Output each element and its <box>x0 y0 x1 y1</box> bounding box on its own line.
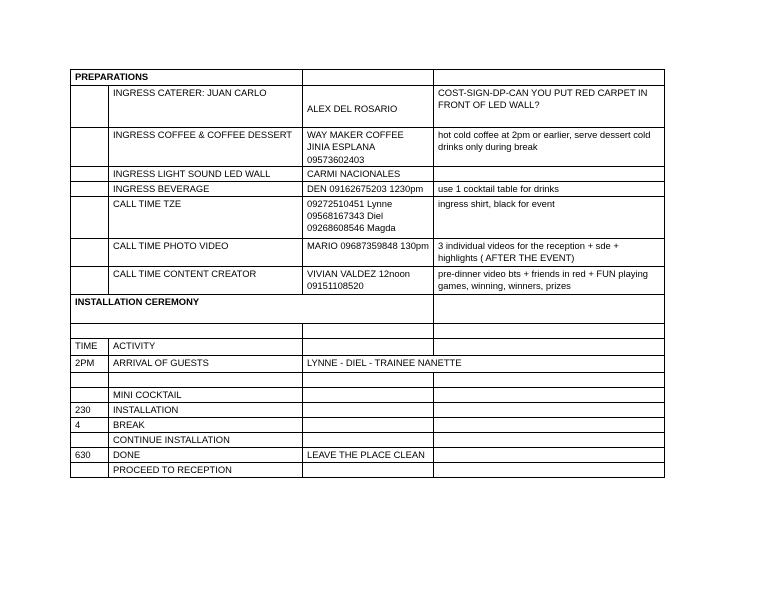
empty-cell <box>71 238 109 266</box>
empty-cell <box>71 128 109 167</box>
schedule-notes <box>303 402 434 417</box>
preparations-header-row <box>71 70 665 86</box>
prep-contact: VIVIAN VALDEZ 12noon 09151108520 <box>303 266 434 294</box>
prep-notes: ingress shirt, black for event <box>434 196 665 238</box>
blank-row <box>71 323 665 338</box>
schedule-activity: PROCEED TO RECEPTION <box>109 462 303 477</box>
empty-cell <box>434 402 665 417</box>
schedule-time: 230 <box>71 402 109 417</box>
prep-contact: 09272510451 Lynne 09568167343 Diel 09268608546 Magda <box>303 196 434 238</box>
schedule-time <box>71 462 109 477</box>
table-row <box>71 462 665 477</box>
table-row <box>71 402 665 417</box>
table-row <box>71 181 665 196</box>
empty-cell <box>71 323 303 338</box>
schedule-activity <box>109 372 303 387</box>
table-row <box>71 355 665 372</box>
empty-cell <box>71 86 109 128</box>
empty-cell <box>303 338 434 355</box>
prep-notes: use 1 cocktail table for drinks <box>434 181 665 196</box>
table-row <box>71 266 665 294</box>
table-row <box>71 447 665 462</box>
table-row <box>71 128 665 167</box>
empty-cell <box>434 323 665 338</box>
activity-header: ACTIVITY <box>109 338 303 355</box>
table-row <box>71 196 665 238</box>
schedule-notes: LEAVE THE PLACE CLEAN <box>303 447 434 462</box>
prep-item: CALL TIME PHOTO VIDEO <box>109 238 303 266</box>
time-header: TIME <box>71 338 109 355</box>
schedule-time <box>71 432 109 447</box>
prep-notes: pre-dinner video bts + friends in red + FUN playing games, winning, winners, prizes <box>434 266 665 294</box>
schedule-time <box>71 387 109 402</box>
prep-item: CALL TIME CONTENT CREATOR <box>109 266 303 294</box>
prep-item: INGRESS BEVERAGE <box>109 181 303 196</box>
empty-cell <box>434 372 665 387</box>
event-plan-table <box>70 69 665 478</box>
schedule-time: 2PM <box>71 355 109 372</box>
empty-cell <box>71 196 109 238</box>
prep-contact: CARMI NACIONALES <box>303 166 434 181</box>
schedule-notes <box>303 417 434 432</box>
schedule-activity: BREAK <box>109 417 303 432</box>
empty-cell <box>71 166 109 181</box>
table-row <box>71 86 665 128</box>
schedule-notes <box>303 432 434 447</box>
schedule-header-row <box>71 338 665 355</box>
prep-notes: COST-SIGN-DP-CAN YOU PUT RED CARPET IN FRONT OF LED WALL? <box>434 86 665 128</box>
prep-item: INGRESS LIGHT SOUND LED WALL <box>109 166 303 181</box>
empty-cell <box>434 447 665 462</box>
installation-header-row <box>71 294 665 323</box>
installation-title: INSTALLATION CEREMONY <box>71 294 434 323</box>
empty-cell <box>434 462 665 477</box>
schedule-time: 630 <box>71 447 109 462</box>
prep-item: INGRESS CATERER: JUAN CARLO <box>109 86 303 128</box>
schedule-activity: INSTALLATION <box>109 402 303 417</box>
table-row <box>71 372 665 387</box>
schedule-time <box>71 372 109 387</box>
prep-notes: 3 individual videos for the reception + sde + highlights ( AFTER THE EVENT) <box>434 238 665 266</box>
empty-cell <box>434 387 665 402</box>
prep-item: INGRESS COFFEE & COFFEE DESSERT <box>109 128 303 167</box>
empty-cell <box>303 323 434 338</box>
empty-cell <box>434 70 665 86</box>
table-row <box>71 166 665 181</box>
empty-cell <box>434 338 665 355</box>
prep-notes <box>434 166 665 181</box>
prep-contact: WAY MAKER COFFEE JINIA ESPLANA 09573602403 <box>303 128 434 167</box>
table-row <box>71 387 665 402</box>
schedule-activity: CONTINUE INSTALLATION <box>109 432 303 447</box>
table-row <box>71 238 665 266</box>
schedule-notes <box>303 372 434 387</box>
empty-cell <box>434 417 665 432</box>
prep-contact: MARIO 09687359848 130pm <box>303 238 434 266</box>
schedule-activity: MINI COCKTAIL <box>109 387 303 402</box>
prep-item: CALL TIME TZE <box>109 196 303 238</box>
prep-contact: ALEX DEL ROSARIO <box>303 86 434 128</box>
prep-notes: hot cold coffee at 2pm or earlier, serve dessert cold drinks only during break <box>434 128 665 167</box>
schedule-activity: DONE <box>109 447 303 462</box>
preparations-title: PREPARATIONS <box>71 70 303 86</box>
schedule-notes <box>303 462 434 477</box>
prep-contact: DEN 09162675203 1230pm <box>303 181 434 196</box>
schedule-notes: LYNNE - DIEL - TRAINEE NANETTE <box>303 355 665 372</box>
empty-cell <box>71 266 109 294</box>
empty-cell <box>434 432 665 447</box>
empty-cell <box>434 294 665 323</box>
empty-cell <box>303 70 434 86</box>
schedule-notes <box>303 387 434 402</box>
empty-cell <box>71 181 109 196</box>
schedule-activity: ARRIVAL OF GUESTS <box>109 355 303 372</box>
table-row <box>71 432 665 447</box>
schedule-time: 4 <box>71 417 109 432</box>
table-row <box>71 417 665 432</box>
